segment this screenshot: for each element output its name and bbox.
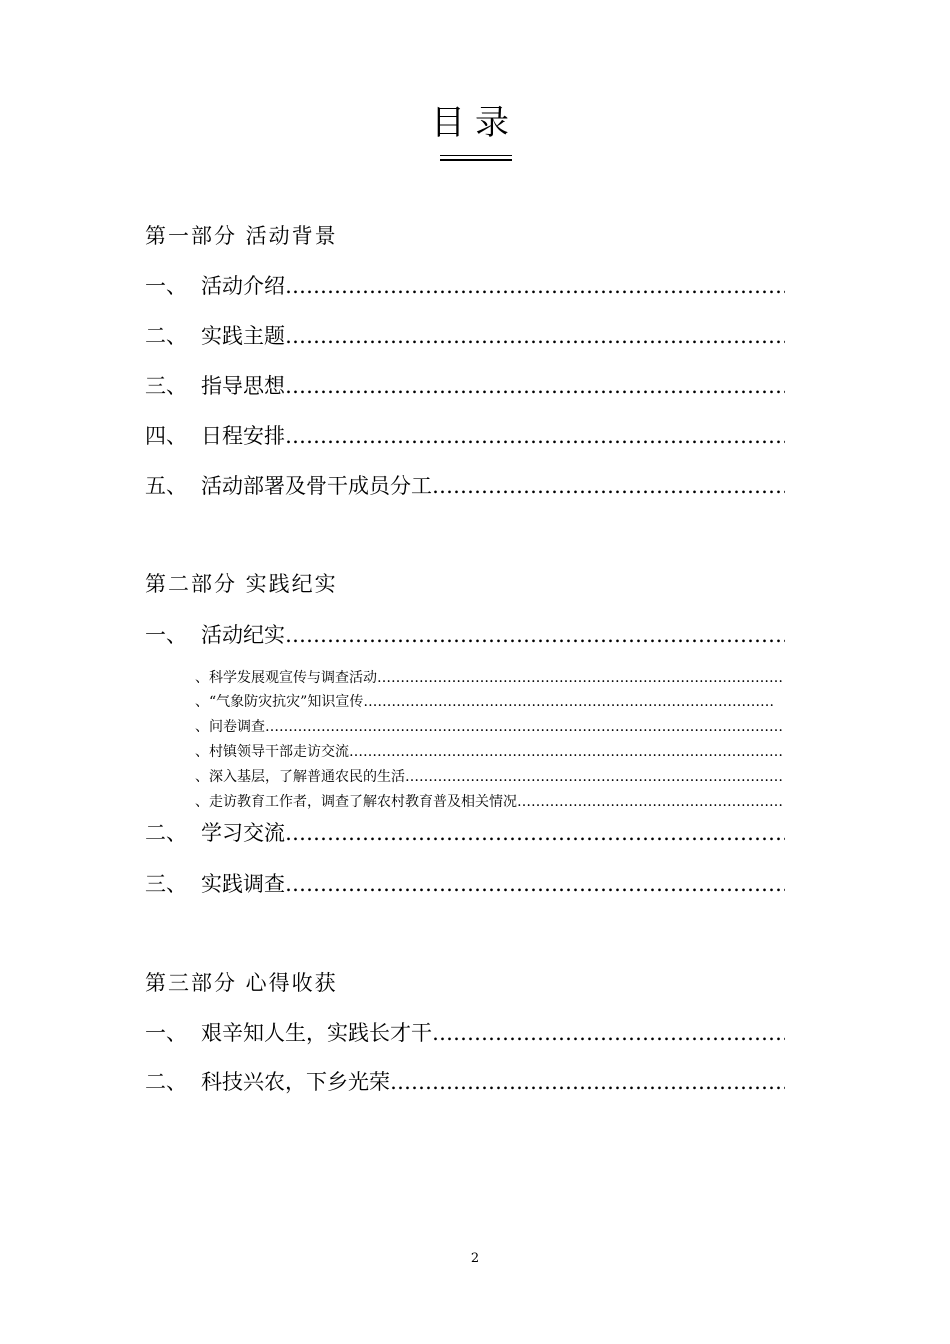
toc-subentry[interactable] <box>195 791 783 811</box>
toc-entry-label: 艰辛知人生，实践长才干 <box>201 1021 432 1045</box>
part-1-heading <box>145 220 785 250</box>
part-3-heading-text: 第三部分 心得收获 <box>145 971 338 995</box>
toc-subentry[interactable] <box>195 667 783 687</box>
dot-leader <box>405 769 783 785</box>
toc-entry[interactable] <box>145 1066 785 1096</box>
part-3-heading <box>145 967 785 997</box>
toc-entry[interactable] <box>145 470 785 500</box>
toc-entry[interactable] <box>145 868 785 898</box>
toc-subentry[interactable] <box>195 716 783 736</box>
toc-entry-number: 二、 <box>145 324 187 348</box>
toc-entry-label: 日程安排 <box>201 424 285 448</box>
toc-entry-label: 活动纪实 <box>201 623 285 647</box>
toc-entry[interactable] <box>145 370 785 400</box>
toc-subentry-label: 、科学发展观宣传与调查活动 <box>195 670 377 686</box>
toc-entry[interactable] <box>145 817 785 847</box>
toc-entry[interactable] <box>145 420 785 450</box>
toc-entry-label: 学习交流 <box>201 821 285 845</box>
toc-entry-number: 二、 <box>145 821 187 845</box>
toc-entry-number: 一、 <box>145 1021 187 1045</box>
toc-entry-number: 五、 <box>145 474 187 498</box>
toc-entry[interactable] <box>145 270 785 300</box>
toc-subentry-label: 、深入基层，了解普通农民的生活 <box>195 769 405 785</box>
dot-leader <box>285 424 785 448</box>
toc-subentry-label: 、走访教育工作者，调查了解农村教育普及相关情况 <box>195 794 517 810</box>
toc-entry-number: 一、 <box>145 623 187 647</box>
dot-leader <box>265 719 783 735</box>
toc-subentry[interactable] <box>195 741 783 761</box>
dot-leader <box>363 694 773 710</box>
toc-entry-label: 实践主题 <box>201 324 285 348</box>
toc-subentry-label: 、村镇领导干部走访交流 <box>195 744 349 760</box>
page-title: 目录 <box>431 103 519 143</box>
dot-leader <box>377 670 783 686</box>
dot-leader <box>285 374 785 398</box>
toc-entry-label: 指导思想 <box>201 374 285 398</box>
toc-subentry[interactable] <box>195 766 783 786</box>
toc-entry-number: 四、 <box>145 424 187 448</box>
toc-entry-number: 一、 <box>145 274 187 298</box>
dot-leader <box>285 821 785 845</box>
toc-entry[interactable] <box>145 320 785 350</box>
dot-leader <box>285 324 785 348</box>
dot-leader <box>432 474 785 498</box>
dot-leader <box>390 1070 785 1094</box>
toc-entry-label: 实践调查 <box>201 872 285 896</box>
toc-entry-number: 二、 <box>145 1070 187 1094</box>
part-2-heading <box>145 568 785 598</box>
toc-entry-label: 科技兴农，下乡光荣 <box>201 1070 390 1094</box>
toc-subentry-label: 、问卷调查 <box>195 719 265 735</box>
toc-entry-label: 活动部署及骨干成员分工 <box>201 474 432 498</box>
dot-leader <box>517 794 783 810</box>
dot-leader <box>285 623 785 647</box>
dot-leader <box>432 1021 785 1045</box>
toc-entry[interactable] <box>145 1017 785 1047</box>
toc-subentry[interactable] <box>195 691 783 711</box>
toc-entry-number: 三、 <box>145 374 187 398</box>
toc-entry[interactable] <box>145 619 785 649</box>
page-number: 2 <box>470 1251 480 1266</box>
toc-subentry-label: 、“气象防灾抗灾”知识宣传 <box>195 694 364 710</box>
dot-leader <box>349 744 783 760</box>
part-1-heading-text: 第一部分 活动背景 <box>145 224 338 248</box>
part-2-heading-text: 第二部分 实践纪实 <box>145 572 338 596</box>
dot-leader <box>285 274 785 298</box>
toc-entry-label: 活动介绍 <box>201 274 285 298</box>
title-underline <box>440 155 512 161</box>
dot-leader <box>285 872 785 896</box>
toc-entry-number: 三、 <box>145 872 187 896</box>
